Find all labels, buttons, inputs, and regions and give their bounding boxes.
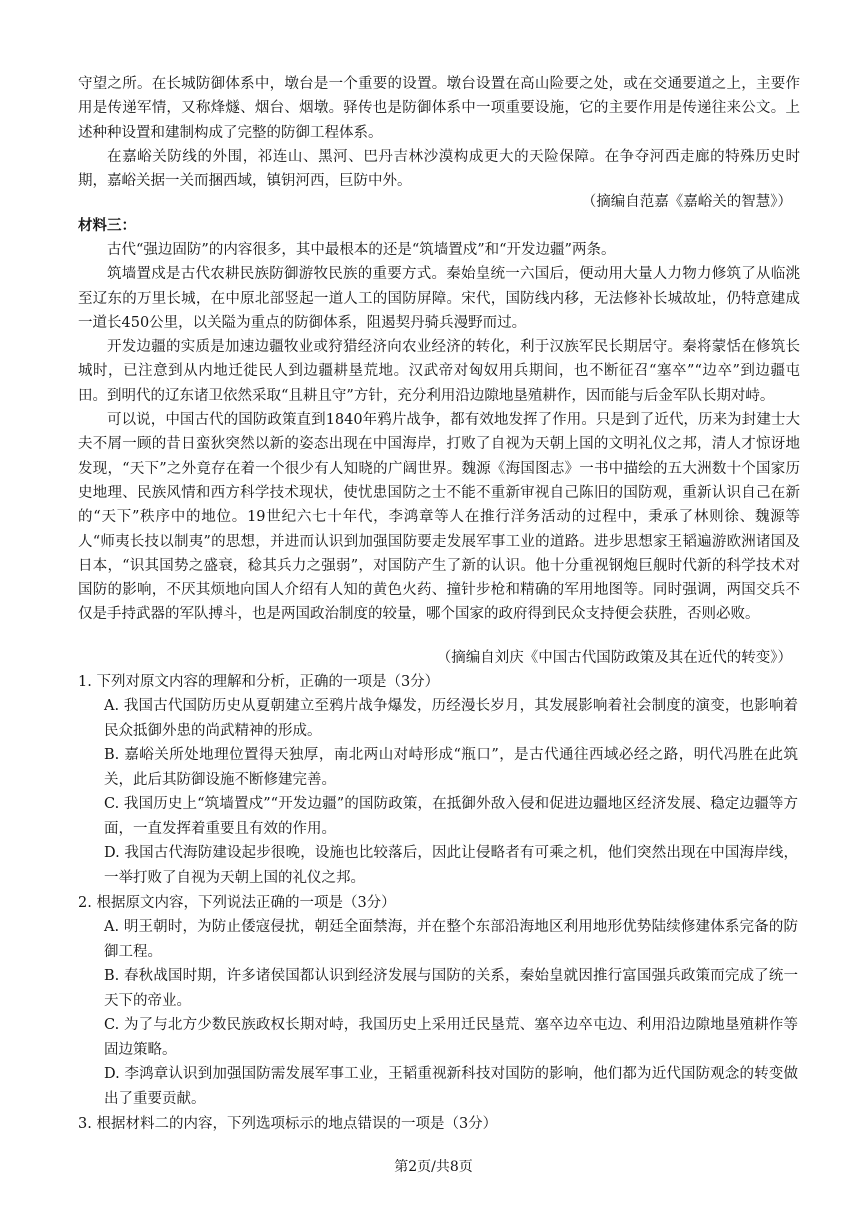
option-d: D. 李鸿章认识到加强国防需发展军事工业，王韬重视新科技对国防的影响，他们都为近代国防观念的转变做出了重要贡献。: [104, 1066, 798, 1107]
option-a: A. 明王朝时，为防止倭寇侵扰，朝廷全面禁海，并在整个东部沿海地区利用地形优势陆续修建体系完备的防御工程。: [104, 919, 798, 960]
section-label: 材料三：: [78, 217, 136, 234]
paragraph: 在嘉峪关防线的外围，祁连山、黑河、巴丹吉林沙漠构成更大的天险保障。在争夺河西走廊的特殊历史时期，嘉峪关据一关而捆西域，镇钥河西，巨防中外。: [78, 148, 800, 190]
question-stem: 1. 下列对原文内容的理解和分析，正确的一项是（3分）: [78, 674, 440, 690]
question-stem: 3. 根据材料二的内容，下列选项标示的地点错误的一项是（3分）: [78, 1116, 498, 1132]
page-number: 第2页/共8页: [394, 1159, 473, 1175]
question-stem: 2. 根据原文内容，下列说法正确的一项是（3分）: [78, 895, 396, 911]
material3-body: [78, 238, 800, 627]
paragraph: 可以说，中国古代的国防政策直到1840年鸦片战争，都有效地发挥了作用。只是到了近代，历来为封建士大夫不屑一顾的昔日蛮狄突然以新的姿态出现在中国海岸，打败了自视为天朝上国的文明礼仪之邦，清人才惊讶地发现，“天下”之外竟存在着一个很少有人知晓的广阔世界。魏源《海国图志》一书中描绘的五大洲数十个国家历史地理、民族风情和西方科学技术现状，使忧患国防之士不能不重新审视自己陈旧的国防观，重新认识自己在新的“天下”秩序中的地位。19世纪六七十年代，李鸿章等人在推行洋务活动的过程中，秉承了林则徐、魏源等人“师夷长技以制夷”的思想，并进而认识到加强国防要走发展军事工业的道路。进步思想家王韬遍游欧洲诸国及日本，“识其国势之盛衰，稔其兵力之强弱”，对国防产生了新的认识。他十分重视钢炮巨舰时代新的科学技术对国防的影响，不厌其烦地向国人介绍有人知的黄色火药、撞针步枪和精确的军用地图等。同时强调，两国交兵不仅是手持武器的军队搏斗，也是两国政治制度的较量，哪个国家的政府得到民众支持便会获胜，否则必败。: [78, 412, 800, 623]
source-citation: （摘编自范嘉《嘉峪关的智慧》）: [581, 194, 792, 210]
paragraph: 古代“强边固防”的内容很多，其中最根本的还是“筑墙置戍”和“开发边疆”两条。: [107, 242, 616, 258]
paragraph: 开发边疆的实质是加速边疆牧业或狩猎经济向农业经济的转化，利于汉族军民长期居守。秦将蒙恬在修筑长城时，已注意到从内地迁徙民人到边疆耕垦荒地。汉武帝对匈奴用兵期间，也不断征召“塞卒”“边卒”到边疆屯田。到明代的辽东诸卫依然采取“且耕且守”方针，充分利用沿边隙地垦殖耕作，因而能与后金军队长期对峙。: [78, 339, 800, 404]
paragraph: 筑墙置戍是古代农耕民族防御游牧民族的重要方式。秦始皇统一六国后，便动用大量人力物力修筑了从临洮至辽东的万里长城，在中原北部竖起一道人工的国防屏障。宋代，国防线内移，无法修补长城故址，仍特意建成一道长450公里，以关隘为重点的防御体系，阻遏契丹骑兵漫野而过。: [78, 266, 800, 331]
material2-tail: [78, 72, 800, 193]
option-a: A. 我国古代国防历史从夏朝建立至鸦片战争爆发，历经漫长岁月，其发展影响着社会制度的演变，也影响着民众抵御外患的尚武精神的形成。: [104, 698, 798, 739]
paragraph: 守望之所。在长城防御体系中，墩台是一个重要的设置。墩台设置在高山险要之处，或在交通要道之上，主要作用是传递军情，又称烽燧、烟台、烟墩。驿传也是防御体系中一项重要设施，它的主要作用是传递往来公文。上述种种设置和建制构成了完整的防御工程体系。: [78, 76, 800, 141]
option-b: B. 嘉峪关所处地理位置得天独厚，南北两山对峙形成“瓶口”，是古代通往西域必经之路，明代冯胜在此筑关，此后其防御设施不断修建完善。: [104, 747, 798, 788]
option-d: D. 我国古代海防建设起步很晚，设施也比较落后，因此让侵略者有可乘之机，他们突然出现在中国海岸线，一举打败了自视为天朝上国的礼仪之邦。: [104, 845, 798, 886]
option-c: C. 为了与北方少数民族政权长期对峙，我国历史上采用迁民垦荒、塞卒边卒屯边、利用沿边隙地垦殖耕作等固边策略。: [104, 1017, 798, 1058]
source-citation: （摘编自刘庆《中国古代国防政策及其在近代的转变》）: [436, 650, 792, 666]
option-c: C. 我国历史上“筑墙置戍”“开发边疆”的国防政策，在抵御外敌入侵和促进边疆地区经济发展、稳定边疆等方面，一直发挥着重要且有效的作用。: [104, 796, 798, 837]
option-b: B. 春秋战国时期，许多诸侯国都认识到经济发展与国防的关系，秦始皇就因推行富国强兵政策而完成了统一天下的帝业。: [104, 968, 798, 1009]
